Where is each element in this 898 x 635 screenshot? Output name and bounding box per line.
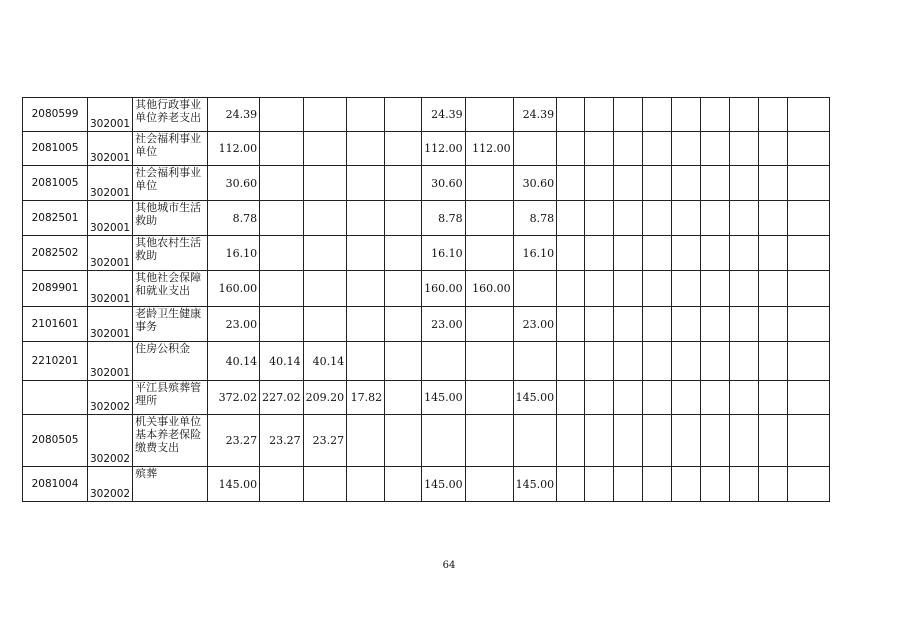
table-row xyxy=(23,132,830,166)
amount-cell xyxy=(347,98,385,132)
unit-code-cell: 302002 xyxy=(88,415,133,467)
subject-code-cell: 2080505 xyxy=(23,415,88,467)
amount-cell xyxy=(385,166,422,201)
amount-cell xyxy=(643,201,672,236)
amount-cell xyxy=(643,271,672,307)
amount-cell xyxy=(465,236,513,271)
amount-cell xyxy=(585,98,614,132)
amount-cell xyxy=(730,166,759,201)
amount-cell xyxy=(557,201,585,236)
unit-code-cell: 302001 xyxy=(88,98,133,132)
amount-cell: 23.00 xyxy=(513,307,557,342)
amount-cell xyxy=(701,342,730,381)
amount-cell xyxy=(585,342,614,381)
amount-cell xyxy=(303,236,347,271)
table-row xyxy=(23,381,830,415)
amount-cell xyxy=(643,236,672,271)
amount-cell: 145.00 xyxy=(208,467,260,502)
amount-cell xyxy=(759,201,788,236)
amount-cell xyxy=(730,98,759,132)
amount-cell xyxy=(422,415,466,467)
amount-cell xyxy=(260,98,304,132)
amount-cell xyxy=(347,166,385,201)
table-row xyxy=(23,271,830,307)
amount-cell: 17.82 xyxy=(347,381,385,415)
table-row xyxy=(23,98,830,132)
amount-cell xyxy=(385,467,422,502)
amount-cell xyxy=(385,201,422,236)
amount-cell xyxy=(730,342,759,381)
amount-cell: 24.39 xyxy=(422,98,466,132)
item-name-cell: 其他农村生活救助 xyxy=(133,236,208,271)
amount-cell xyxy=(730,307,759,342)
unit-code-cell: 302001 xyxy=(88,132,133,166)
amount-cell xyxy=(557,236,585,271)
amount-cell xyxy=(513,415,557,467)
amount-cell xyxy=(701,467,730,502)
amount-cell xyxy=(385,381,422,415)
amount-cell xyxy=(585,166,614,201)
amount-cell xyxy=(347,467,385,502)
subject-code-cell xyxy=(23,381,88,415)
amount-cell: 145.00 xyxy=(422,381,466,415)
amount-cell xyxy=(759,166,788,201)
amount-cell xyxy=(385,98,422,132)
amount-cell: 40.14 xyxy=(303,342,347,381)
amount-cell xyxy=(643,415,672,467)
amount-cell xyxy=(385,132,422,166)
amount-cell xyxy=(701,236,730,271)
amount-cell xyxy=(465,467,513,502)
amount-cell xyxy=(614,132,643,166)
amount-cell xyxy=(303,467,347,502)
amount-cell: 24.39 xyxy=(208,98,260,132)
amount-cell xyxy=(557,381,585,415)
amount-cell xyxy=(788,98,830,132)
amount-cell xyxy=(585,236,614,271)
amount-cell xyxy=(347,271,385,307)
amount-cell: 30.60 xyxy=(422,166,466,201)
amount-cell xyxy=(303,271,347,307)
amount-cell xyxy=(614,415,643,467)
subject-code-cell: 2081004 xyxy=(23,467,88,502)
amount-cell: 112.00 xyxy=(422,132,466,166)
amount-cell: 112.00 xyxy=(208,132,260,166)
amount-cell xyxy=(557,132,585,166)
unit-code-cell: 302001 xyxy=(88,342,133,381)
amount-cell xyxy=(465,342,513,381)
amount-cell xyxy=(643,342,672,381)
amount-cell xyxy=(303,166,347,201)
amount-cell xyxy=(730,132,759,166)
amount-cell xyxy=(643,98,672,132)
unit-code-cell: 302001 xyxy=(88,271,133,307)
subject-code-cell: 2210201 xyxy=(23,342,88,381)
amount-cell: 23.27 xyxy=(260,415,304,467)
amount-cell: 145.00 xyxy=(513,467,557,502)
amount-cell xyxy=(557,342,585,381)
amount-cell xyxy=(701,381,730,415)
amount-cell xyxy=(260,271,304,307)
amount-cell xyxy=(759,467,788,502)
unit-code-cell: 302002 xyxy=(88,467,133,502)
amount-cell xyxy=(614,98,643,132)
amount-cell xyxy=(465,307,513,342)
amount-cell xyxy=(672,342,701,381)
amount-cell xyxy=(260,132,304,166)
amount-cell: 23.27 xyxy=(303,415,347,467)
amount-cell: 16.10 xyxy=(422,236,466,271)
amount-cell xyxy=(730,236,759,271)
amount-cell xyxy=(788,342,830,381)
item-name-cell: 其他行政事业单位养老支出 xyxy=(133,98,208,132)
amount-cell xyxy=(347,201,385,236)
amount-cell xyxy=(788,467,830,502)
amount-cell xyxy=(701,132,730,166)
amount-cell xyxy=(643,467,672,502)
amount-cell xyxy=(614,342,643,381)
item-name-cell: 社会福利事业单位 xyxy=(133,166,208,201)
amount-cell xyxy=(513,342,557,381)
table-row xyxy=(23,415,830,467)
amount-cell xyxy=(672,271,701,307)
amount-cell: 30.60 xyxy=(208,166,260,201)
page-number: 64 xyxy=(442,560,456,571)
amount-cell: 160.00 xyxy=(465,271,513,307)
amount-cell xyxy=(759,415,788,467)
amount-cell xyxy=(557,307,585,342)
item-name-cell: 社会福利事业单位 xyxy=(133,132,208,166)
amount-cell: 8.78 xyxy=(208,201,260,236)
amount-cell: 30.60 xyxy=(513,166,557,201)
amount-cell: 209.20 xyxy=(303,381,347,415)
amount-cell xyxy=(672,201,701,236)
amount-cell xyxy=(759,271,788,307)
amount-cell xyxy=(385,307,422,342)
amount-cell xyxy=(614,236,643,271)
amount-cell xyxy=(672,236,701,271)
amount-cell xyxy=(585,307,614,342)
amount-cell xyxy=(788,132,830,166)
amount-cell xyxy=(701,166,730,201)
amount-cell xyxy=(672,132,701,166)
amount-cell xyxy=(260,467,304,502)
subject-code-cell: 2101601 xyxy=(23,307,88,342)
amount-cell xyxy=(759,132,788,166)
subject-code-cell: 2081005 xyxy=(23,166,88,201)
amount-cell: 112.00 xyxy=(465,132,513,166)
amount-cell xyxy=(643,381,672,415)
amount-cell xyxy=(385,342,422,381)
amount-cell xyxy=(730,415,759,467)
table-row xyxy=(23,166,830,201)
amount-cell xyxy=(303,201,347,236)
amount-cell xyxy=(585,415,614,467)
amount-cell xyxy=(260,201,304,236)
amount-cell xyxy=(557,415,585,467)
amount-cell: 40.14 xyxy=(260,342,304,381)
amount-cell: 23.27 xyxy=(208,415,260,467)
amount-cell: 227.02 xyxy=(260,381,304,415)
amount-cell xyxy=(347,415,385,467)
subject-code-cell: 2082501 xyxy=(23,201,88,236)
amount-cell xyxy=(672,415,701,467)
amount-cell xyxy=(730,467,759,502)
unit-code-cell: 302002 xyxy=(88,381,133,415)
amount-cell xyxy=(759,307,788,342)
unit-code-cell: 302001 xyxy=(88,166,133,201)
amount-cell xyxy=(788,166,830,201)
amount-cell xyxy=(513,132,557,166)
amount-cell xyxy=(614,307,643,342)
amount-cell xyxy=(672,307,701,342)
amount-cell xyxy=(585,132,614,166)
item-name-cell: 平江县殡葬管理所 xyxy=(133,381,208,415)
item-name-cell: 其他城市生活救助 xyxy=(133,201,208,236)
amount-cell xyxy=(303,98,347,132)
amount-cell xyxy=(557,271,585,307)
subject-code-cell: 2081005 xyxy=(23,132,88,166)
amount-cell xyxy=(614,467,643,502)
amount-cell xyxy=(788,381,830,415)
amount-cell: 40.14 xyxy=(208,342,260,381)
amount-cell xyxy=(759,98,788,132)
amount-cell xyxy=(614,201,643,236)
amount-cell xyxy=(672,467,701,502)
amount-cell xyxy=(585,271,614,307)
subject-code-cell: 2089901 xyxy=(23,271,88,307)
amount-cell: 23.00 xyxy=(208,307,260,342)
amount-cell xyxy=(260,236,304,271)
amount-cell xyxy=(465,166,513,201)
amount-cell xyxy=(701,201,730,236)
amount-cell xyxy=(759,381,788,415)
amount-cell xyxy=(385,271,422,307)
amount-cell xyxy=(260,307,304,342)
amount-cell: 16.10 xyxy=(208,236,260,271)
amount-cell: 160.00 xyxy=(422,271,466,307)
amount-cell xyxy=(585,381,614,415)
amount-cell: 160.00 xyxy=(208,271,260,307)
amount-cell xyxy=(730,381,759,415)
amount-cell xyxy=(643,307,672,342)
amount-cell xyxy=(347,132,385,166)
amount-cell xyxy=(788,236,830,271)
amount-cell xyxy=(614,381,643,415)
amount-cell xyxy=(672,166,701,201)
amount-cell xyxy=(465,98,513,132)
amount-cell xyxy=(585,467,614,502)
item-name-cell: 住房公积金 xyxy=(133,342,208,381)
amount-cell xyxy=(614,166,643,201)
table-row xyxy=(23,307,830,342)
amount-cell xyxy=(557,166,585,201)
amount-cell xyxy=(303,307,347,342)
amount-cell xyxy=(788,201,830,236)
amount-cell xyxy=(643,166,672,201)
amount-cell xyxy=(303,132,347,166)
amount-cell xyxy=(513,271,557,307)
amount-cell xyxy=(788,271,830,307)
subject-code-cell: 2080599 xyxy=(23,98,88,132)
amount-cell xyxy=(701,307,730,342)
amount-cell xyxy=(557,98,585,132)
amount-cell xyxy=(614,271,643,307)
amount-cell: 372.02 xyxy=(208,381,260,415)
amount-cell xyxy=(347,342,385,381)
subject-code-cell: 2082502 xyxy=(23,236,88,271)
amount-cell xyxy=(788,415,830,467)
amount-cell xyxy=(701,271,730,307)
amount-cell xyxy=(422,342,466,381)
unit-code-cell: 302001 xyxy=(88,236,133,271)
amount-cell xyxy=(672,381,701,415)
amount-cell xyxy=(701,98,730,132)
table-body xyxy=(23,98,830,502)
item-name-cell: 老龄卫生健康事务 xyxy=(133,307,208,342)
amount-cell xyxy=(730,201,759,236)
amount-cell xyxy=(759,236,788,271)
amount-cell xyxy=(385,236,422,271)
item-name-cell: 其他社会保障和就业支出 xyxy=(133,271,208,307)
amount-cell xyxy=(347,236,385,271)
amount-cell xyxy=(385,415,422,467)
amount-cell xyxy=(672,98,701,132)
amount-cell xyxy=(788,307,830,342)
amount-cell xyxy=(585,201,614,236)
amount-cell: 145.00 xyxy=(422,467,466,502)
amount-cell: 16.10 xyxy=(513,236,557,271)
table-row xyxy=(23,201,830,236)
unit-code-cell: 302001 xyxy=(88,201,133,236)
amount-cell xyxy=(557,467,585,502)
amount-cell: 8.78 xyxy=(513,201,557,236)
amount-cell xyxy=(347,307,385,342)
amount-cell xyxy=(465,381,513,415)
amount-cell: 23.00 xyxy=(422,307,466,342)
amount-cell: 24.39 xyxy=(513,98,557,132)
table-row xyxy=(23,236,830,271)
table-row xyxy=(23,342,830,381)
amount-cell xyxy=(643,132,672,166)
amount-cell xyxy=(260,166,304,201)
budget-table xyxy=(22,97,830,502)
amount-cell: 8.78 xyxy=(422,201,466,236)
item-name-cell: 机关事业单位基本养老保险缴费支出 xyxy=(133,415,208,467)
amount-cell xyxy=(730,271,759,307)
amount-cell xyxy=(465,201,513,236)
table-row xyxy=(23,467,830,502)
amount-cell: 145.00 xyxy=(513,381,557,415)
item-name-cell: 殡葬 xyxy=(133,467,208,502)
amount-cell xyxy=(759,342,788,381)
unit-code-cell: 302001 xyxy=(88,307,133,342)
amount-cell xyxy=(465,415,513,467)
amount-cell xyxy=(701,415,730,467)
